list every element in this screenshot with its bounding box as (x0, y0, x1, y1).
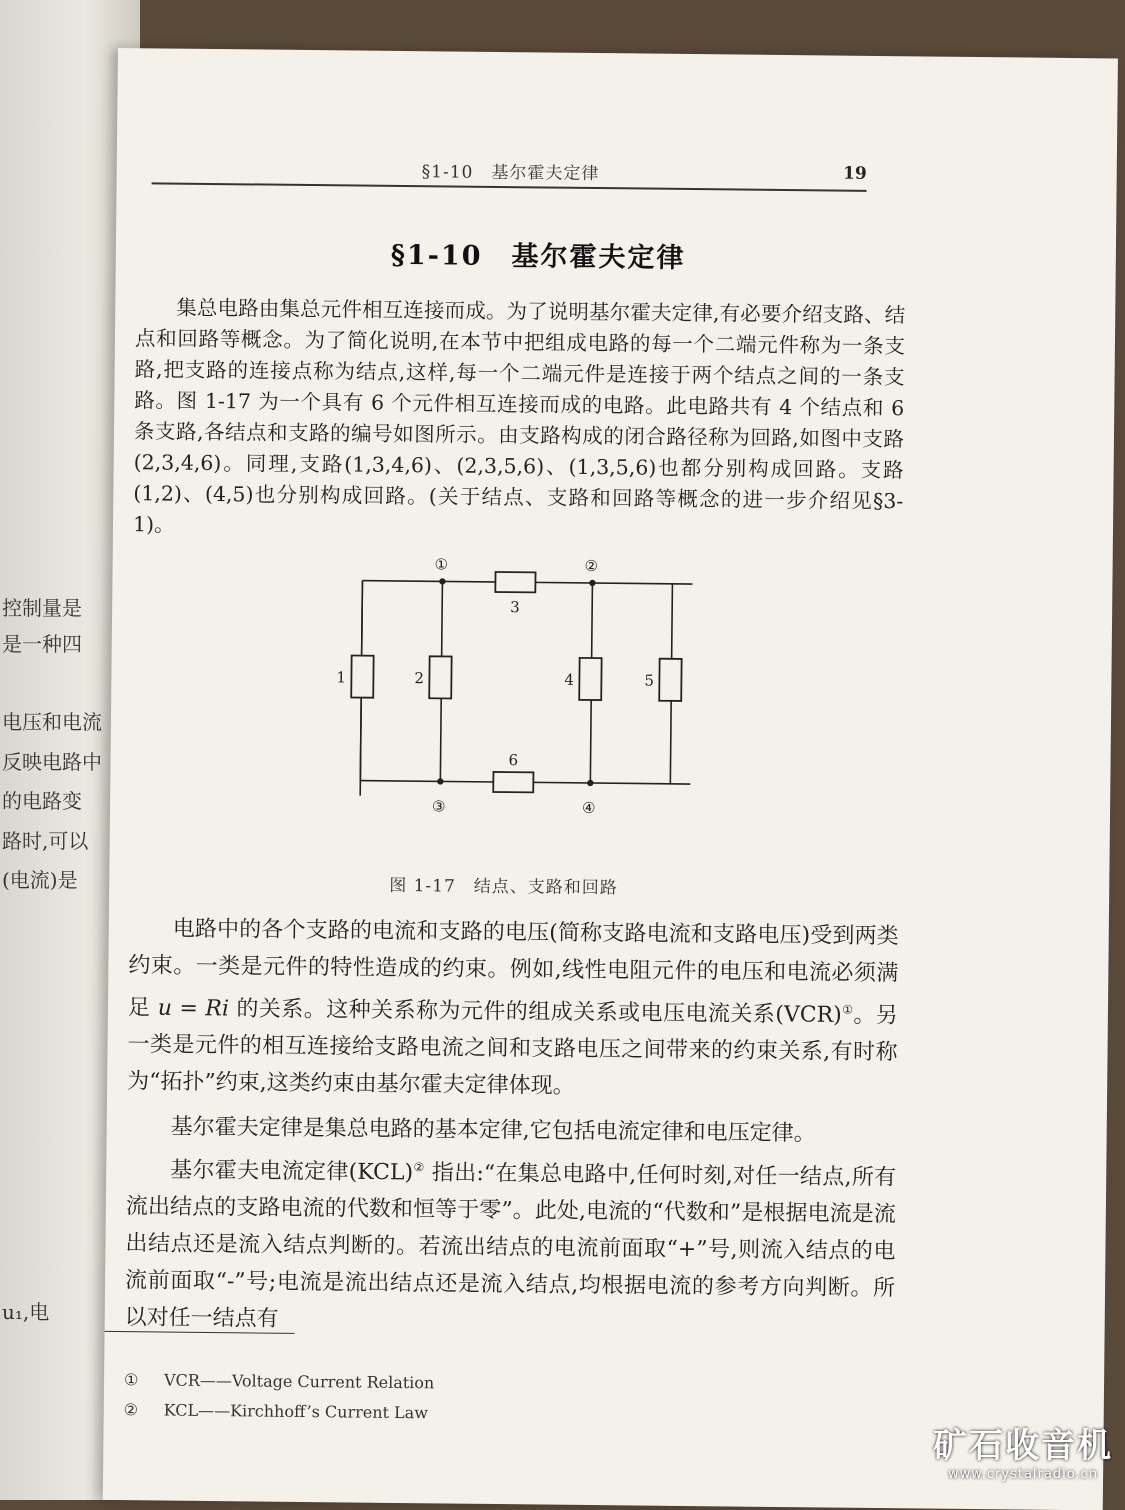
watermark-title: 矿石收音机 (933, 1426, 1113, 1466)
p4-text-a: 基尔霍夫电流定律(KCL) (170, 1157, 414, 1186)
branch-3-resistor (495, 572, 535, 592)
branch-label-1: 1 (336, 668, 347, 687)
paragraph-kcl (125, 1146, 897, 1344)
branch-label-3: 3 (510, 598, 520, 617)
header-title: §1-10 基尔霍夫定律 (421, 162, 600, 185)
footnote-mark: ① (123, 1370, 139, 1390)
node-label-1: ① (434, 555, 449, 574)
p2-text-c: 。另一类是元件的相互连接给支路电流之间和支路电压之间带来的约束关系,有时称为“拓扑”约束,这类约束由基尔霍夫定律体现。 (127, 1003, 899, 1100)
page-number: 19 (842, 163, 867, 184)
node-3-dot (437, 778, 443, 784)
left-page-fragment: 是一种四 (2, 632, 82, 656)
branch-2-resistor (429, 656, 451, 698)
paragraph-kirchhoff-laws: 基尔霍夫定律是集总电路的基本定律,它包括电流定律和电压定律。 (170, 1114, 816, 1147)
branch-label-2: 2 (414, 669, 425, 688)
left-page-fragment: (电流)是 (2, 868, 78, 892)
watermark-url: www.crystalradio.cn (948, 1467, 1098, 1482)
p2-text-b: 的关系。这种关系称为元件的组成关系或电压电流关系(VCR) (228, 996, 842, 1028)
node-1-dot (439, 578, 445, 584)
running-header (152, 152, 867, 191)
node-label-3: ③ (431, 797, 446, 816)
paragraph-concepts: 集总电路由集总元件相互连接而成。为了说明基尔霍夫定律,有必要介绍支路、结点和回路等概念。为了简化说明,在本节中把组成电路的每一个二端元件称为一条支路,把支路的连接点称为结点,这样,每一个二端元件是连接于两个结点之间的一条支路。图 1-17 为一个具有 6 个元件相互连接而成的电路。此电路共有 4 个结点和 6 条支路,各结点和支路的编号如图所示。由支路构成的闭合路径称为回路,如图中支路(2,3,4,6)。同理,支路(1,3,4,6)、(2,3,5,6)、(1,3,5,6)也都分别构成回路。支路(1,2)、(4,5)也分别构成回路。(关于结点、支路和回路等概念的进一步介绍见§3-1)。 (132, 295, 906, 537)
footnote-text: VCR——Voltage Current Relation (163, 1370, 435, 1393)
branch-1-resistor (351, 655, 373, 697)
footnote-text: KCL——Kirchhoff’s Current Law (163, 1400, 429, 1423)
figure-caption: 图 1-17 结点、支路和回路 (389, 875, 618, 899)
branch-6-resistor (493, 772, 533, 792)
branch-label-6: 6 (508, 751, 519, 770)
site-watermark (933, 1418, 1113, 1482)
branch-label-4: 4 (564, 670, 575, 689)
branch-5-resistor (659, 659, 681, 701)
footnote-1 (124, 1370, 434, 1392)
left-page-fragment: 控制量是 (2, 596, 82, 620)
branch-4-resistor (579, 658, 601, 700)
left-page-fragment: 反映电路中 (2, 750, 102, 774)
node-label-2: ② (584, 556, 599, 576)
ohm-law-equation: u = Ri (157, 995, 230, 1022)
book-page (103, 48, 1118, 1510)
section-title: §1-10 基尔霍夫定律 (390, 239, 686, 274)
circuit-diagram (310, 555, 703, 839)
left-page-fragment: u₁,电 (2, 1300, 50, 1324)
node-2-dot (589, 580, 595, 586)
p4-text-b: 指出:“在集总电路中,任何时刻,对任一结点,所有流出结点的支路电流的代数和恒等于零”。此处,电流的“代数和”是根据电流是流出结点还是流入结点判断的。若流出结点的电流前面取“+”号,则流入结点的电流前面取“-”号;电流是流出结点还是流入结点,均根据电流的参考方向判断。所以对任一结点有 (124, 1160, 897, 1333)
left-page-fragment: 的电路变 (2, 789, 82, 813)
footnote-ref-1: ① (841, 1002, 854, 1017)
branch-label-5: 5 (644, 671, 655, 690)
node-label-4: ④ (581, 798, 596, 818)
footnote-mark: ② (123, 1400, 139, 1420)
left-page-fragment: 路时,可以 (2, 829, 89, 853)
left-page-fragment: 电压和电流 (2, 710, 102, 734)
footnote-ref-2: ② (413, 1160, 425, 1175)
p2-text-a: 电路中的各个支路的电流和支路的电压(简称支路电流和支路电压)受到两类约束。一类是元件的特性造成的约束。例如,线性电阻元件的电压和电流必须满足 (127, 916, 899, 1021)
paragraph-constraints (127, 910, 899, 1108)
node-4-dot (587, 780, 593, 786)
footnote-2 (124, 1400, 428, 1422)
